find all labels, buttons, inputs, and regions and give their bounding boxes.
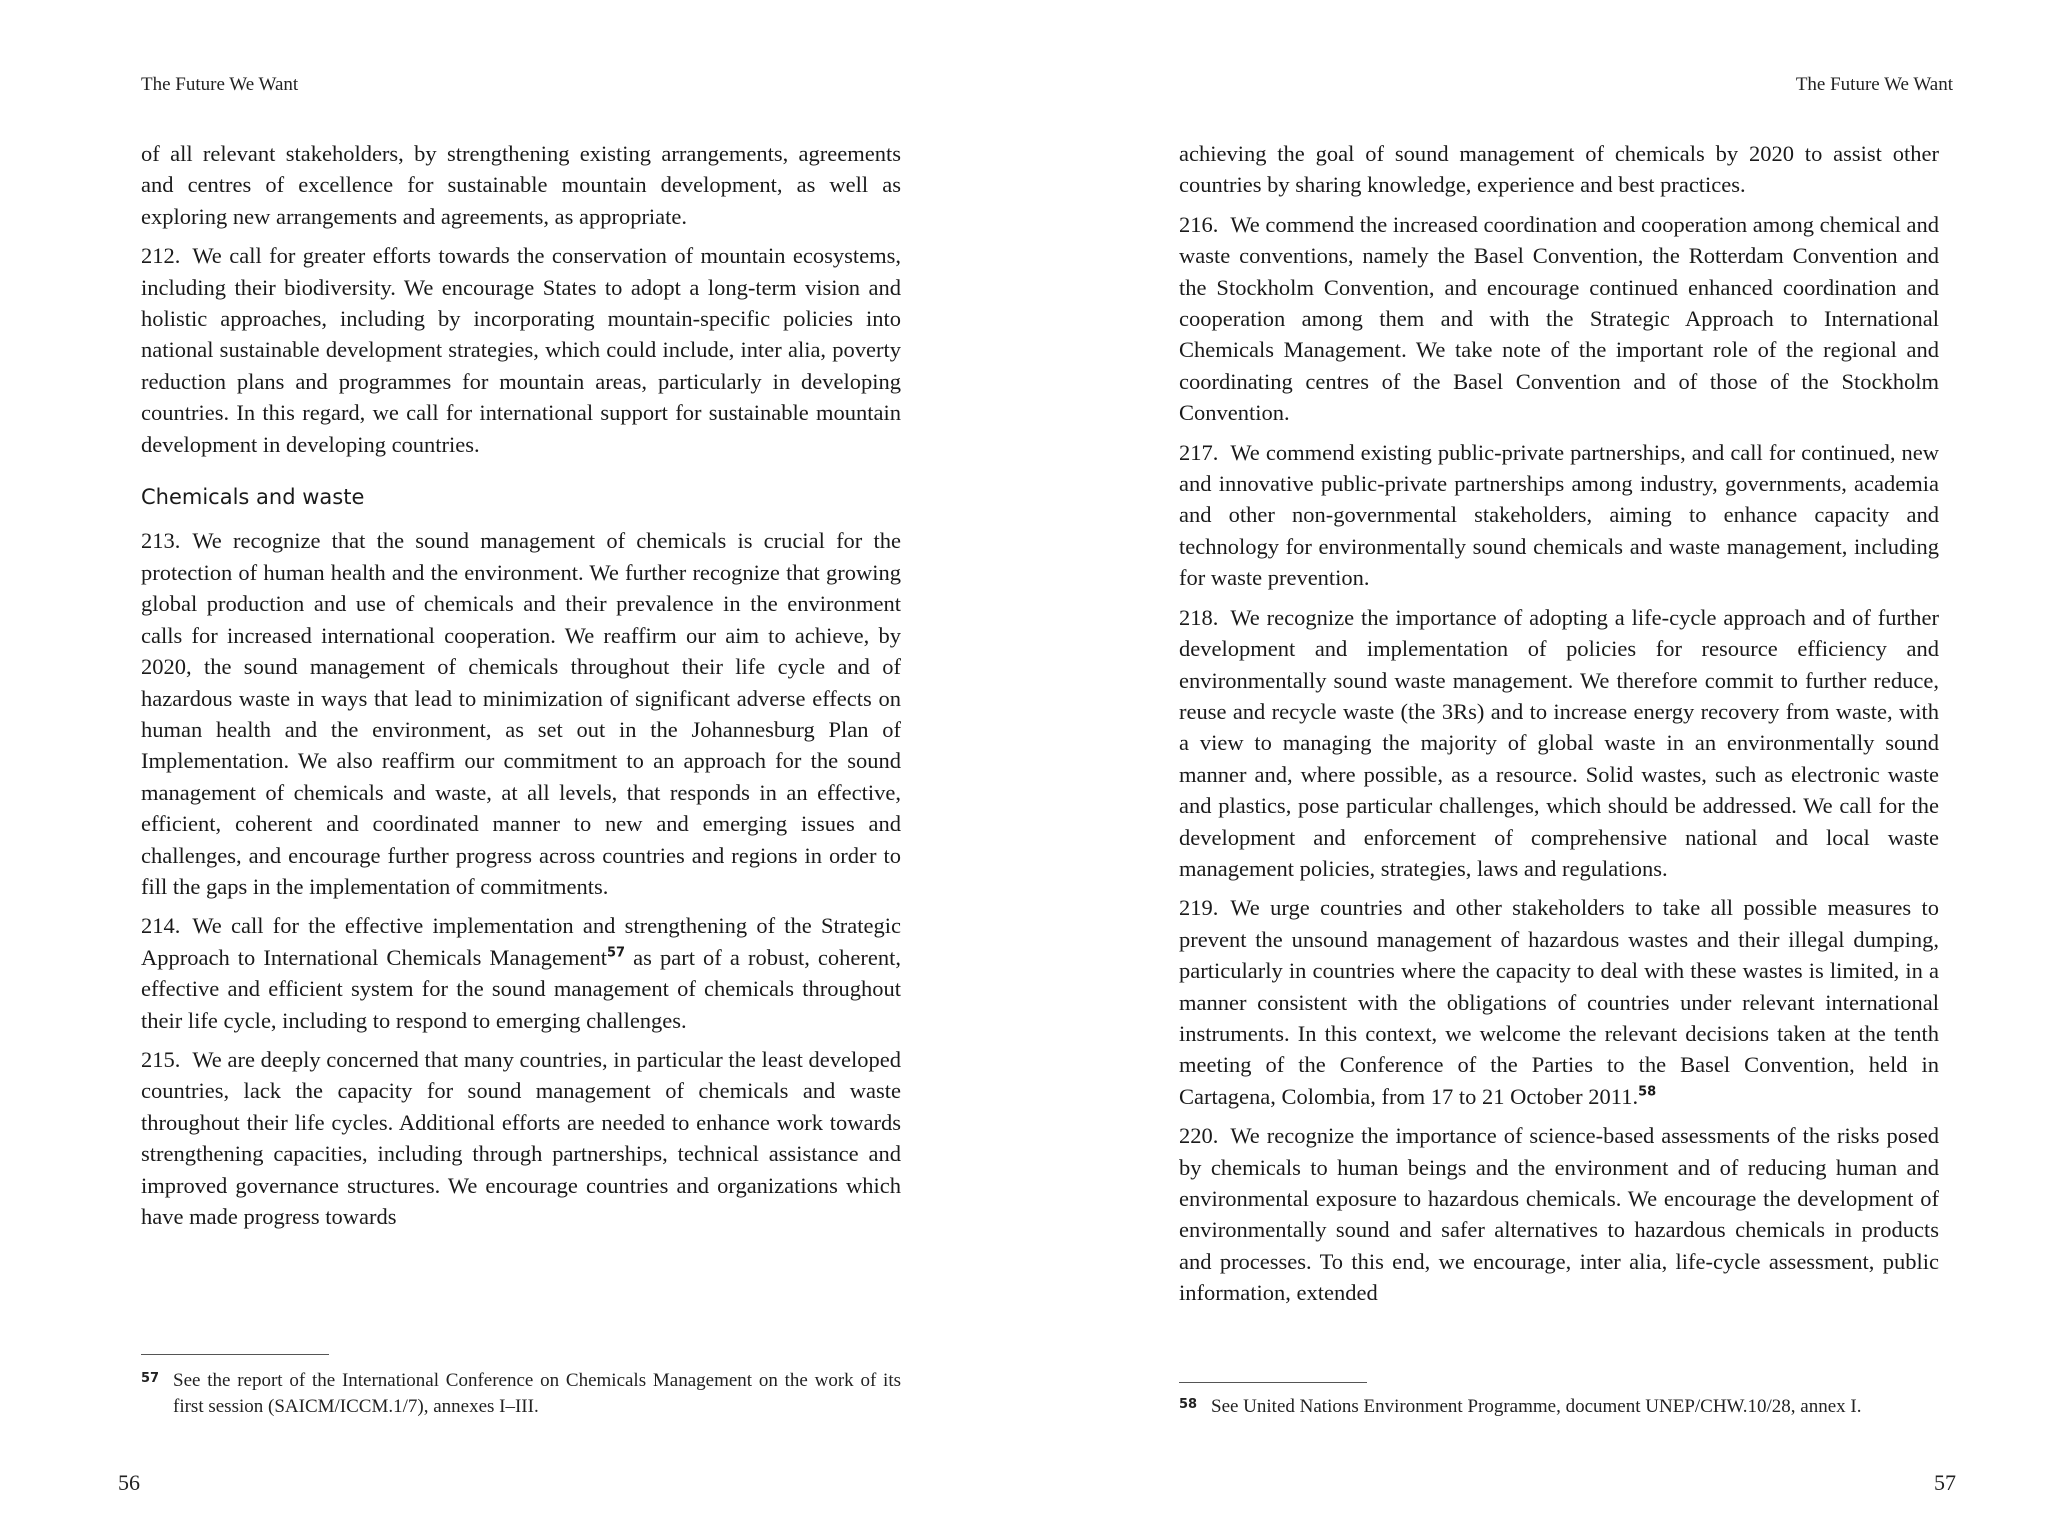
paragraph-number: 217. — [1179, 439, 1219, 465]
paragraph-219: 219. We urge countries and other stakeholders to take all possible measures to prevent the unsound management of hazardous wastes and their illegal dumping, particularly in countries where the capacity to deal with these wastes is limited, in a manner consistent with the obligations of countries under relevant international instruments. In this context, we welcome the relevant decisions taken at the tenth meeting of the Conference of the Parties to the Basel Convention, held in Cartagena, Colombia, from 17 to 21 October 2011.58 — [1179, 892, 1939, 1112]
running-head-left: The Future We Want — [141, 74, 299, 95]
footnote-divider — [1179, 1382, 1367, 1383]
paragraph-continuation: of all relevant stakeholders, by strengthening existing arrangements, agreements and centres of excellence for sustainable mountain development, as well as exploring new arrangements and agreements, as appropriate. — [141, 141, 901, 229]
paragraph-number: 219. — [1179, 895, 1219, 921]
paragraph-number: 218. — [1179, 604, 1219, 630]
paragraph-217: 217. We commend existing public-private partnerships, and call for continued, new and innovative public-private partnerships among industry, governments, academia and other non-governmental stakeholders, aiming to enhance capacity and technology for environmentally sound chemicals and waste management, including for waste prevention. — [1179, 437, 1939, 594]
paragraph-216: 216. We commend the increased coordination and cooperation among chemical and waste conventions, namely the Basel Convention, the Rotterdam Convention and the Stockholm Convention, and encourage continued enhanced coordination and cooperation among them and with the Strategic Approach to International Chemicals Management. We take note of the important role of the regional and coordinating centres of the Basel Convention and of those of the Stockholm Convention. — [1179, 209, 1939, 429]
page-number-right: 57 — [1934, 1470, 1956, 1495]
paragraph-214: 214. We call for the effective implementation and strengthening of the Strategic Approach to International Chemicals Management$^{57}$ as part of a robust, coherent, effective and efficient system for the sound management of chemicals throughout their life cycle, including to respond to emerging challenges. — [141, 910, 901, 1036]
paragraph-213: 213. We recognize that the sound management of chemicals is crucial for the protection of human health and the environment. We further recognize that growing global production and use of chemicals and their prevalence in the environment calls for increased international cooperation. We reaffirm our aim to achieve, by 2020, the sound management of chemicals throughout their life cycle and of hazardous waste in ways that lead to minimization of significant adverse effects on human health and the environment, as set out in the Johannesburg Plan of Implementation. We also reaffirm our commitment to an approach for the sound management of chemicals and waste, at all levels, that responds in an effective, efficient, coherent and coordinated manner to new and emerging issues and challenges, and encourage further progress across countries and regions in order to fill the gaps in the implementation of commitments. — [141, 525, 901, 902]
text-column-right — [1179, 138, 1939, 1317]
paragraph-218: 218. We recognize the importance of adopting a life-cycle approach and of further development and implementation of policies for resource efficiency and environmentally sound waste management. We therefore commit to further reduce, reuse and recycle waste (the 3Rs) and to increase energy recovery from waste, with a view to managing the majority of global waste in an environmentally sound manner and, where possible, as a resource. Solid wastes, such as electronic waste and plastics, pose particular challenges, which should be addressed. We call for the development and enforcement of comprehensive national and local waste management policies, strategies, laws and regulations. — [1179, 602, 1939, 885]
section-heading: Chemicals and waste — [141, 485, 365, 510]
paragraph-number: 212. — [141, 243, 181, 269]
footnote-57 — [141, 1368, 901, 1420]
footnote-mark: 58 — [1179, 1397, 1198, 1412]
paragraph-number: 215. — [141, 1046, 181, 1072]
paragraph-212: 212. We call for greater efforts towards the conservation of mountain ecosystems, including their biodiversity. We encourage States to adopt a long-term vision and holistic approaches, including by incorporating mountain-specific policies into national sustainable development strategies, which could include, inter alia, poverty reduction plans and programmes for mountain areas, particularly in developing countries. In this regard, we call for international support for sustainable mountain development in developing countries. — [141, 240, 901, 460]
running-head-right: The Future We Want — [1795, 74, 1953, 95]
text-column-left — [141, 138, 901, 1240]
paragraph-number: 216. — [1179, 211, 1219, 237]
footnote-text: See United Nations Environment Programme, document UNEP/CHW.10/28, annex I. — [1211, 1396, 1862, 1417]
paragraph-continuation: achieving the goal of sound management of chemicals by 2020 to assist other countries by sharing knowledge, experience and best practices. — [1179, 141, 1939, 198]
paragraph-number: 214. — [141, 913, 181, 939]
footnote-ref-58[interactable]: 58 — [1638, 1084, 1657, 1100]
footnote-text: See the report of the International Conference on Chemicals Management on the work of its first session (SAICM/ICCM.1/7), annexes I–III. — [173, 1370, 901, 1417]
footnote-ref-57[interactable]: 57 — [606, 945, 626, 961]
right-page — [1024, 0, 2048, 1536]
paragraph-number: 213. — [141, 528, 181, 554]
footnote-58 — [1179, 1394, 1939, 1420]
paragraph-215: 215. We are deeply concerned that many countries, in particular the least developed countries, lack the capacity for sound management of chemicals and waste throughout their life cycles. Additional efforts are needed to enhance work towards strengthening capacities, including through partnerships, technical assistance and improved governance structures. We encourage countries and organizations which have made progress towards — [141, 1044, 901, 1232]
footnote-divider — [141, 1354, 329, 1355]
paragraph-220: 220. We recognize the importance of science-based assessments of the risks posed by chemicals to human beings and the environment and of reducing human and environmental exposure to hazardous chemicals. We encourage the development of environmentally sound and safer alternatives to hazardous chemicals in products and processes. To this end, we encourage, inter alia, life-cycle assessment, public information, extended — [1179, 1120, 1939, 1308]
footnote-mark: 57 — [141, 1371, 160, 1386]
paragraph-number: 220. — [1179, 1123, 1219, 1149]
page-number-left: 56 — [118, 1470, 140, 1495]
